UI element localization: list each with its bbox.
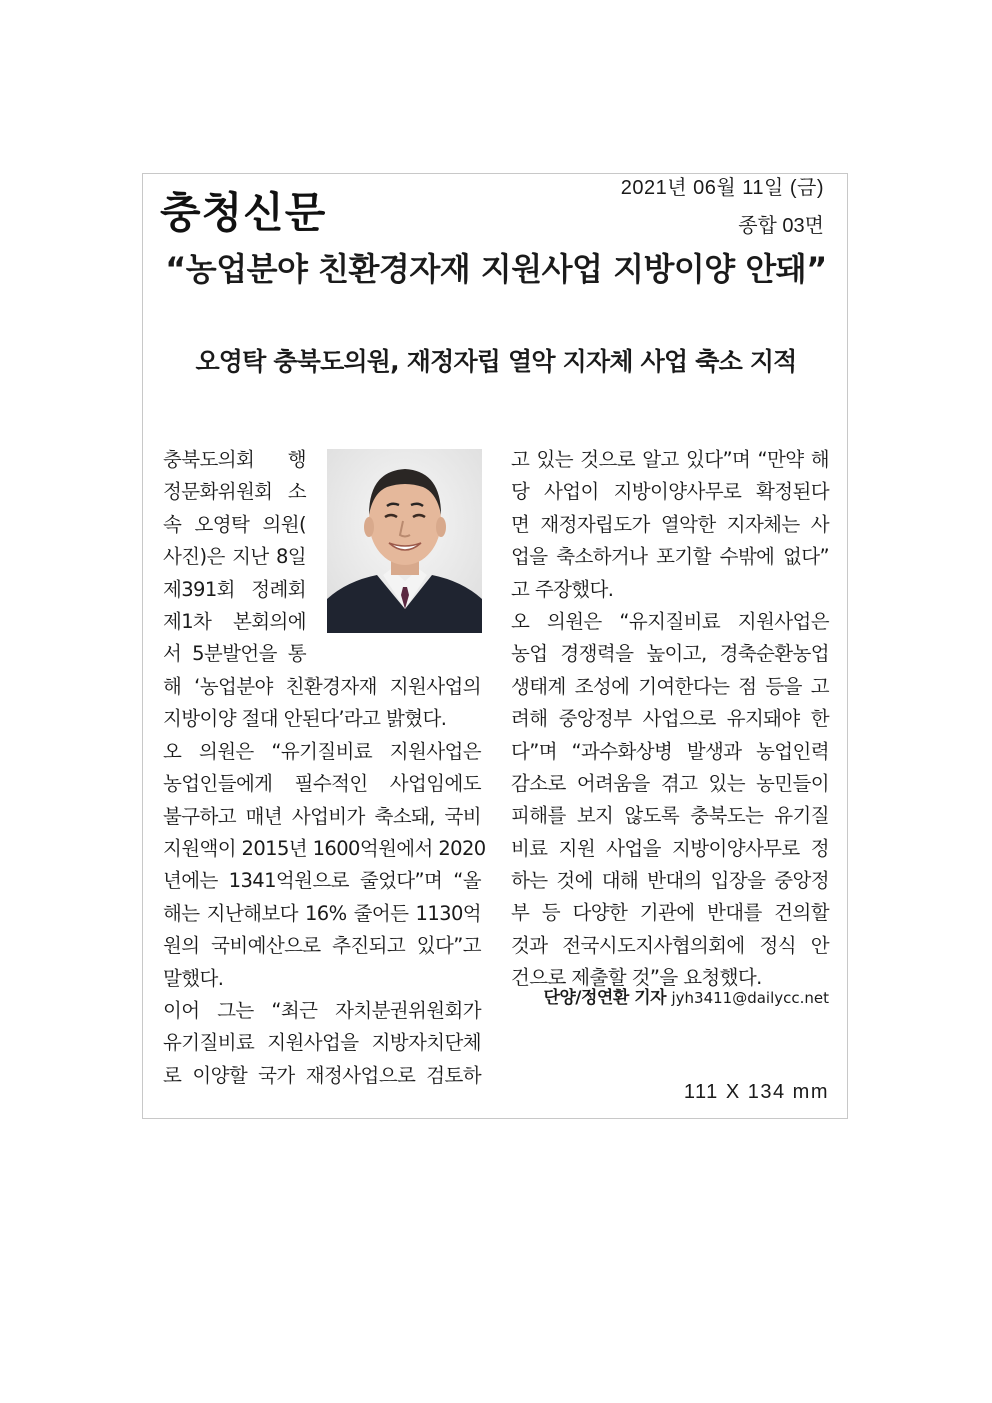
text-line: 제1차 본회의에 xyxy=(163,609,306,633)
reporter-photo-oh-young-tak xyxy=(327,449,482,633)
text-line: 하는 것에 대해 반대의 입장을 중앙정 xyxy=(511,869,829,893)
text-line: 려해 중앙정부 사업으로 유지돼야 한 xyxy=(511,707,829,731)
text-line: 이어 그는 “최근 자치분권위원회가 xyxy=(163,998,481,1022)
text-line: 충북도의회 행 xyxy=(163,448,306,471)
text-line: 서 5분발언을 통 xyxy=(163,642,306,666)
article-column-1-bottom xyxy=(163,671,486,1092)
article-column-2 xyxy=(511,444,829,995)
newspaper-name: 충청신문 xyxy=(160,188,327,237)
byline xyxy=(543,983,829,1008)
text-line: 고 있는 것으로 알고 있다”며 “만약 해 xyxy=(511,448,829,471)
text-line: 부 등 다양한 기관에 반대를 건의할 xyxy=(511,901,829,925)
text-line: 당 사업이 지방이양사무로 확정된다 xyxy=(511,480,829,504)
text-line: 로 이양할 국가 재정사업으로 검토하 xyxy=(163,1063,481,1087)
text-line: 면 재정자립도가 열악한 지자체는 사 xyxy=(511,512,829,536)
text-line: 유기질비료 지원사업을 지방자치단체 xyxy=(163,1031,481,1055)
reporter-email[interactable]: jyh3411@dailycc.net xyxy=(671,989,829,1007)
byline-reporter: 단양/정연환 기자 xyxy=(543,988,667,1008)
text-line: 지원액이 2015년 1600억원에서 2020 xyxy=(163,836,486,860)
text-line: 비료 지원 사업을 지방이양사무로 정 xyxy=(511,836,829,860)
publication-date: 2021년 06월 11일 (금) xyxy=(620,177,824,199)
text-line: 농업 경쟁력을 높이고, 경축순환농업 xyxy=(511,642,829,666)
text-line: 지방이양 절대 안된다’라고 밝혔다. xyxy=(163,707,447,731)
text-line: 오 의원은 “유지질비료 지원사업은 xyxy=(511,609,829,633)
text-line: 감소로 어려움을 겪고 있는 농민들이 xyxy=(511,771,829,795)
portrait-photo-icon xyxy=(327,449,482,633)
text-line: 년에는 1341억원으로 줄었다”며 “올 xyxy=(163,869,481,893)
text-line: 업을 축소하거나 포기할 수밖에 없다” xyxy=(511,545,829,569)
text-line: 말했다. xyxy=(163,966,224,990)
text-line: 제391회 정례회 xyxy=(163,577,306,601)
text-line: 농업인들에게 필수적인 사업임에도 xyxy=(163,772,481,796)
text-line: 속 오영탁 의원( xyxy=(163,512,306,536)
article-column-1-top xyxy=(163,444,306,671)
text-line: 불구하고 매년 사업비가 축소돼, 국비 xyxy=(163,804,481,828)
text-line: 해 ‘농업분야 친환경자재 지원사업의 xyxy=(163,675,481,698)
text-line: 다”며 “과수화상병 발생과 농업인력 xyxy=(511,739,829,763)
subheadline: 오영탁 충북도의원, 재정자립 열악 지자체 사업 축소 지적 xyxy=(195,347,797,376)
text-line: 오 의원은 “유기질비료 지원사업은 xyxy=(163,739,481,763)
text-line: 원의 국비예산으로 추진되고 있다”고 xyxy=(163,934,481,958)
text-line: 생태계 조성에 기여한다는 점 등을 고 xyxy=(511,674,829,698)
text-line: 건으로 제출할 것”을 요청했다. xyxy=(511,966,762,990)
text-line: 사진)은 지난 8일 xyxy=(163,545,306,569)
text-line: 것과 전국시도지사협의회에 정식 안 xyxy=(511,933,829,957)
text-line: 피해를 보지 않도록 충북도는 유기질 xyxy=(511,804,829,828)
headline: “농업분야 친환경자재 지원사업 지방이양 안돼” xyxy=(165,250,827,288)
text-line: 해는 지난해보다 16% 줄어든 1130억 xyxy=(163,901,481,925)
text-line: 정문화위원회 소 xyxy=(163,480,306,504)
text-line: 고 주장했다. xyxy=(511,577,614,601)
page-section: 종합 03면 xyxy=(738,215,824,237)
clip-size: 111 X 134 mm xyxy=(683,1081,829,1103)
